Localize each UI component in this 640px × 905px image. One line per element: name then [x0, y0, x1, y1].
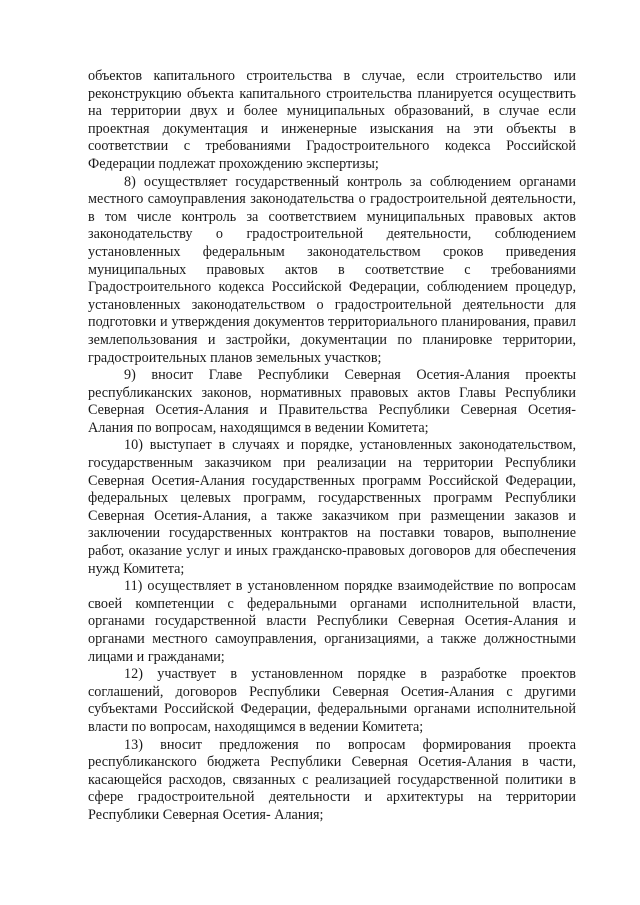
document-page: [88, 68, 576, 825]
paragraph-item-8: 8) осуществляет государственный контроль за соблюдением органами местного самоуправления законодательства о градостроительной деятельности, в том числе контроль за соответствием муниципальных правовых актов законодательству о градостроительной деятельности, соблюдением установленных федеральным законодательством сроков приведения муниципальных правовых актов в соответствие с требованиями Градостроительного кодекса Российской Федерации, соблюдением процедур, установленных законодательством о градостроительной деятельности для подготовки и утверждения документов территориального планирования, правил землепользования и застройки, документации по планировке территории, градостроительных планов земельных участков;: [88, 173, 576, 366]
paragraph-item-13: 13) вносит предложения по вопросам формирования проекта республиканского бюджета Республики Северная Осетия-Алания в части, касающейся расходов, связанных с реализацией государственной политики в сфере градостроительной деятельности и архитектуры на территории Республики Северная Осетия- Алания;: [88, 736, 576, 823]
paragraph-continuation: объектов капитального строительства в случае, если строительство или реконструкцию объекта капитального строительства планируется осуществить на территории двух и более муниципальных образований, в случае если проектная документация и инженерные изыскания на эти объекты в соответствии с требованиями Градостроительного кодекса Российской Федерации подлежат прохождению экспертизы;: [88, 68, 576, 172]
paragraph-item-12: 12) участвует в установленном порядке в разработке проектов соглашений, договоров Республики Северная Осетия-Алания с другими субъектами Российской Федерации, федеральными органами исполнительной власти по вопросам, находящимся в ведении Комитета;: [88, 666, 576, 735]
paragraph-item-11: 11) осуществляет в установленном порядке взаимодействие по вопросам своей компетенции с федеральными органами исполнительной власти, органами государственной власти Республики Северная Осетия-Алания и органами местного самоуправления, организациями, а также должностными лицами и гражданами;: [88, 578, 576, 665]
paragraph-item-10: 10) выступает в случаях и порядке, установленных законодательством, государственным заказчиком при реализации на территории Республики Северная Осетия-Алания государственных программ Российской Федерации, федеральных целевых программ, государственных программ Республики Северная Осетия-Алания, а также заказчиком при размещении заказов и заключении государственных контрактов на поставки товаров, выполнение работ, оказание услуг и иных гражданско-правовых договоров для обеспечения нужд Комитета;: [88, 437, 576, 577]
paragraph-item-9: 9) вносит Главе Республики Северная Осетия-Алания проекты республиканских законов, нормативных правовых актов Главы Республики Северная Осетия-Алания и Правительства Республики Северная Осетия-Алания по вопросам, находящимся в ведении Комитета;: [88, 367, 576, 436]
